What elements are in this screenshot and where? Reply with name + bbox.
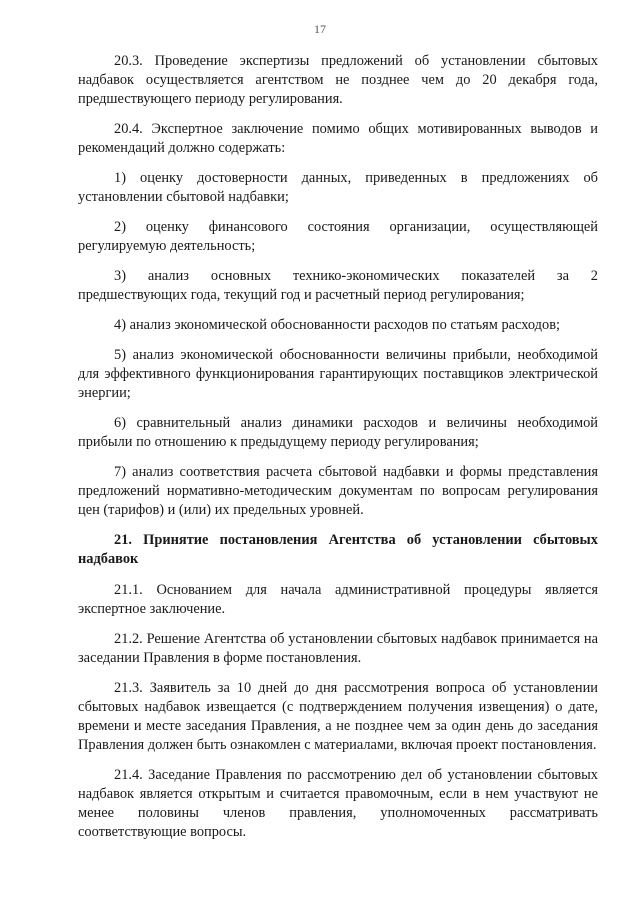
paragraph-21-1: 21.1. Основанием для начала административной процедуры является экспертное заключение. <box>78 582 598 617</box>
page-number: 17 <box>314 22 326 36</box>
list-item-2: 2) оценку финансового состояния организации, осуществляющей регулируемую деятельность; <box>78 219 598 254</box>
section-heading-21: 21. Принятие постановления Агентства об установлении сбытовых надбавок <box>78 532 598 567</box>
paragraph-21-4: 21.4. Заседание Правления по рассмотрению дел об установлении сбытовых надбавок является открытым и считается правомочным, если в нем участвуют не менее половины членов правления, уполномоченных рассматривать соответствующие вопросы. <box>78 767 598 840</box>
paragraph-21-2: 21.2. Решение Агентства об установлении сбытовых надбавок принимается на заседании Правления в форме постановления. <box>78 631 598 666</box>
list-item-4: 4) анализ экономической обоснованности расходов по статьям расходов; <box>114 317 560 333</box>
list-item-7: 7) анализ соответствия расчета сбытовой надбавки и формы представления предложений нормативно-методическим документам по вопросам регулирования цен (тарифов) и (или) их предельных уровней. <box>78 464 598 518</box>
paragraph-20-3: 20.3. Проведение экспертизы предложений об установлении сбытовых надбавок осуществляется агентством не позднее чем до 20 декабря года, предшествующего периоду регулирования. <box>78 53 598 107</box>
paragraph-21-3: 21.3. Заявитель за 10 дней до дня рассмотрения вопроса об установлении сбытовых надбавок извещается (с подтверждением получения извещения) о дате, времени и месте заседания Правления, а не позднее чем за один день до заседания Правления должен быть ознакомлен с материалами, включая проект постановления. <box>78 680 598 753</box>
list-item-3: 3) анализ основных технико-экономических показателей за 2 предшествующих года, текущий год и расчетный период регулирования; <box>78 268 598 303</box>
list-item-5: 5) анализ экономической обоснованности величины прибыли, необходимой для эффективного функционирования гарантирующих поставщиков электрической энергии; <box>78 347 598 401</box>
paragraph-20-4: 20.4. Экспертное заключение помимо общих мотивированных выводов и рекомендаций должно содержать: <box>78 121 598 156</box>
document-body <box>78 52 598 853</box>
list-item-6: 6) сравнительный анализ динамики расходов и величины необходимой прибыли по отношению к предыдущему периоду регулирования; <box>78 415 598 450</box>
list-item-1: 1) оценку достоверности данных, приведенных в предложениях об установлении сбытовой надбавки; <box>78 170 598 205</box>
